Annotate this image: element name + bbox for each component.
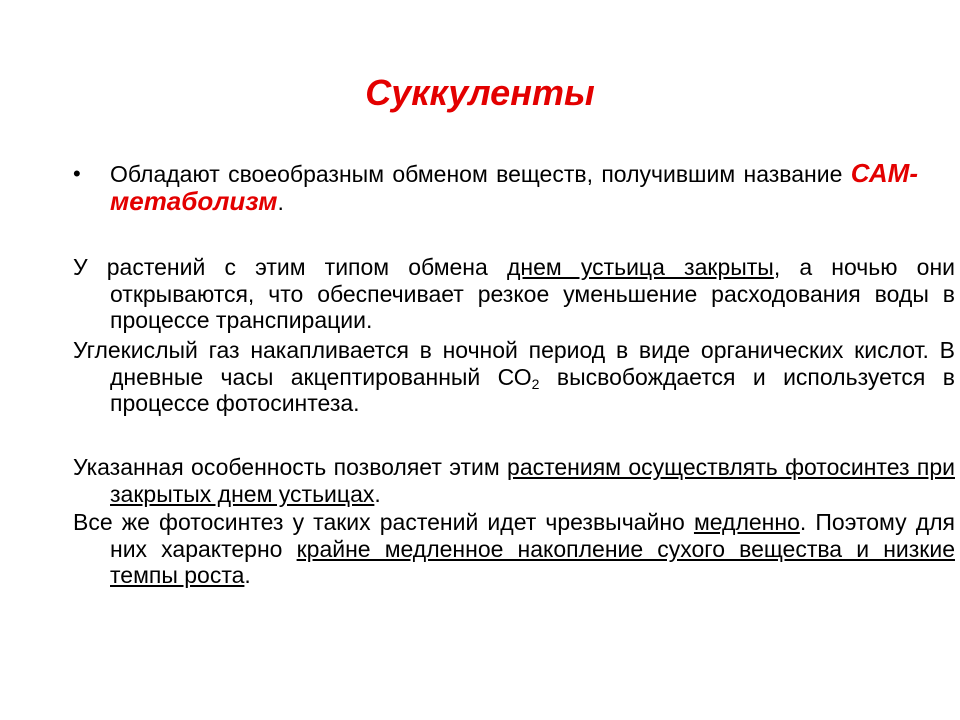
p1-text: Обладают своеобразным обменом веществ, получившим название [110, 161, 851, 187]
p5-text: Все же фотосинтез у таких растений идет чрезвычайно [73, 509, 694, 535]
p4-text: Указанная особенность позволяет этим [73, 454, 508, 480]
bullet-marker: • [73, 161, 81, 186]
p5-underlined-growth: крайне медленное накопление сухого вещества и низкие темпы роста [110, 535, 955, 588]
cam-metabolism-term: САМ-метаболизм [110, 158, 918, 216]
p1-end: . [277, 188, 284, 215]
slide-title: Суккуленты [365, 72, 595, 113]
paragraph-feature [73, 454, 955, 507]
paragraph-stomata [73, 254, 955, 334]
p5-underlined-slow: медленно [693, 509, 800, 535]
p5-middle: . Поэтому для них характерно [110, 509, 955, 562]
paragraph-co2 [73, 337, 955, 417]
p5-end: . [244, 562, 251, 588]
p2-text: У растений с этим типом обмена [73, 254, 507, 280]
paragraph-slow-growth [73, 509, 955, 589]
p2-underlined: днем устьица закрыты [506, 254, 774, 280]
paragraph-cam-metabolism [110, 160, 918, 215]
co2-subscript: 2 [531, 375, 540, 392]
p4-end: . [374, 480, 381, 507]
p3-text: Углекислый газ накапливается в ночной период в виде органических кислот. В дневные часы акцептированный СО [73, 337, 955, 390]
p3-end: высвобождается и используется в процессе фотосинтеза. [110, 363, 955, 416]
p2-end: , а ночью они открываются, что обеспечивает резкое уменьшение расходования воды в процессе транспирации. [110, 254, 955, 333]
p4-underlined: растениям осуществлять фотосинтез при закрытых днем устьицах [110, 454, 955, 507]
